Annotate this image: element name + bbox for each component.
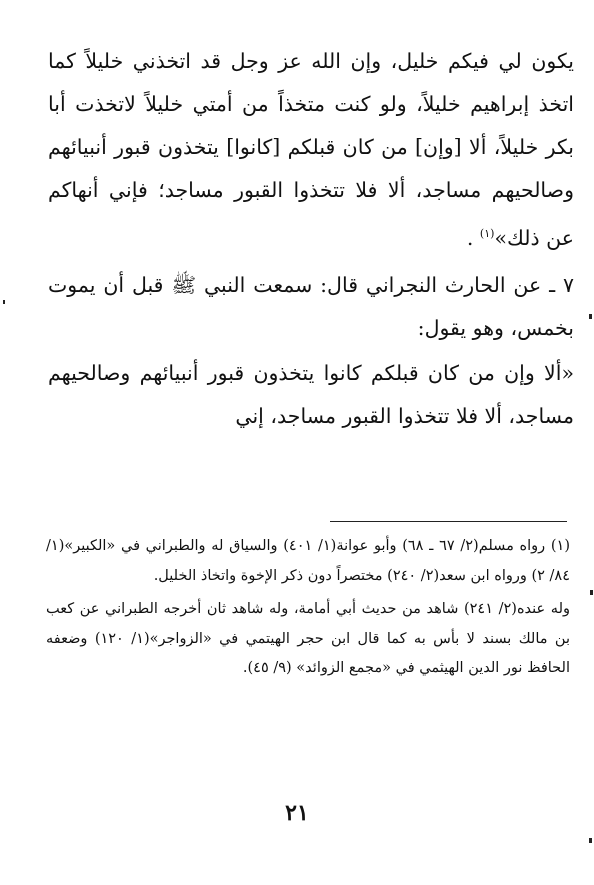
footnote-1-continuation: وله عنده(٢/ ٢٤١) شاهد من حديث أبي أمامة، وله شاهد ثان أخرجه الطبراني عن كعب بن مالك بسند لا بأس به كما قال ابن حجر الهيتمي في «الزواجر»(١/ ١٢٠) وضعفه الحافظ نور الدين الهيثمي في «مجمع الزوائد» (٩/ ٤٥). — [46, 601, 570, 676]
paragraph-text: يكون لي فيكم خليل، وإن الله عز وجل قد اتخذني خليلاً كما اتخذ إبراهيم خليلاً، ولو كنت متخذاً من أمتي خليلاً لاتخذت أبا بكر خليلاً، ألا [وإن] من كان قبلكم [كانوا] يتخذون قبور أنبيائهم وصالحيهم مساجد، ألا فلا تتخذوا القبور مساجد؛ فإني أنهاكم عن ذلك» — [48, 49, 574, 250]
scan-edge-mark — [589, 838, 592, 843]
scan-edge-mark — [590, 590, 593, 595]
scan-edge-mark — [589, 314, 592, 319]
footnote-1: (١) رواه مسلم(٢/ ٦٧ ـ ٦٨) وأبو عوانة(١/ ٤٠١) والسياق له والطبراني في «الكبير»(١/ ٨٤/ ٢) ورواه ابن سعد(٢/ ٢٤٠) مختصراً دون ذكر الإخوة واتخاذ الخليل. — [46, 538, 570, 584]
footnote-reference: (١) — [479, 227, 495, 240]
hadith-7-intro: ٧ ـ عن الحارث النجراني قال: سمعت النبي ﷺ قبل أن يموت بخمس، وهو يقول: — [48, 272, 574, 340]
scan-edge-mark — [3, 300, 5, 304]
hadith-6-continuation — [48, 40, 574, 260]
main-text — [48, 40, 574, 438]
footnotes — [46, 532, 570, 684]
hadith-7-quote: «ألا وإن من كان قبلكم كانوا يتخذون قبور أنبيائهم وصالحيهم مساجد، ألا فلا تتخذوا القبور مساجد، إني — [48, 360, 574, 428]
page-number: ٢١ — [285, 800, 309, 826]
paragraph-end: . — [466, 225, 480, 250]
footnote-divider — [330, 521, 567, 522]
